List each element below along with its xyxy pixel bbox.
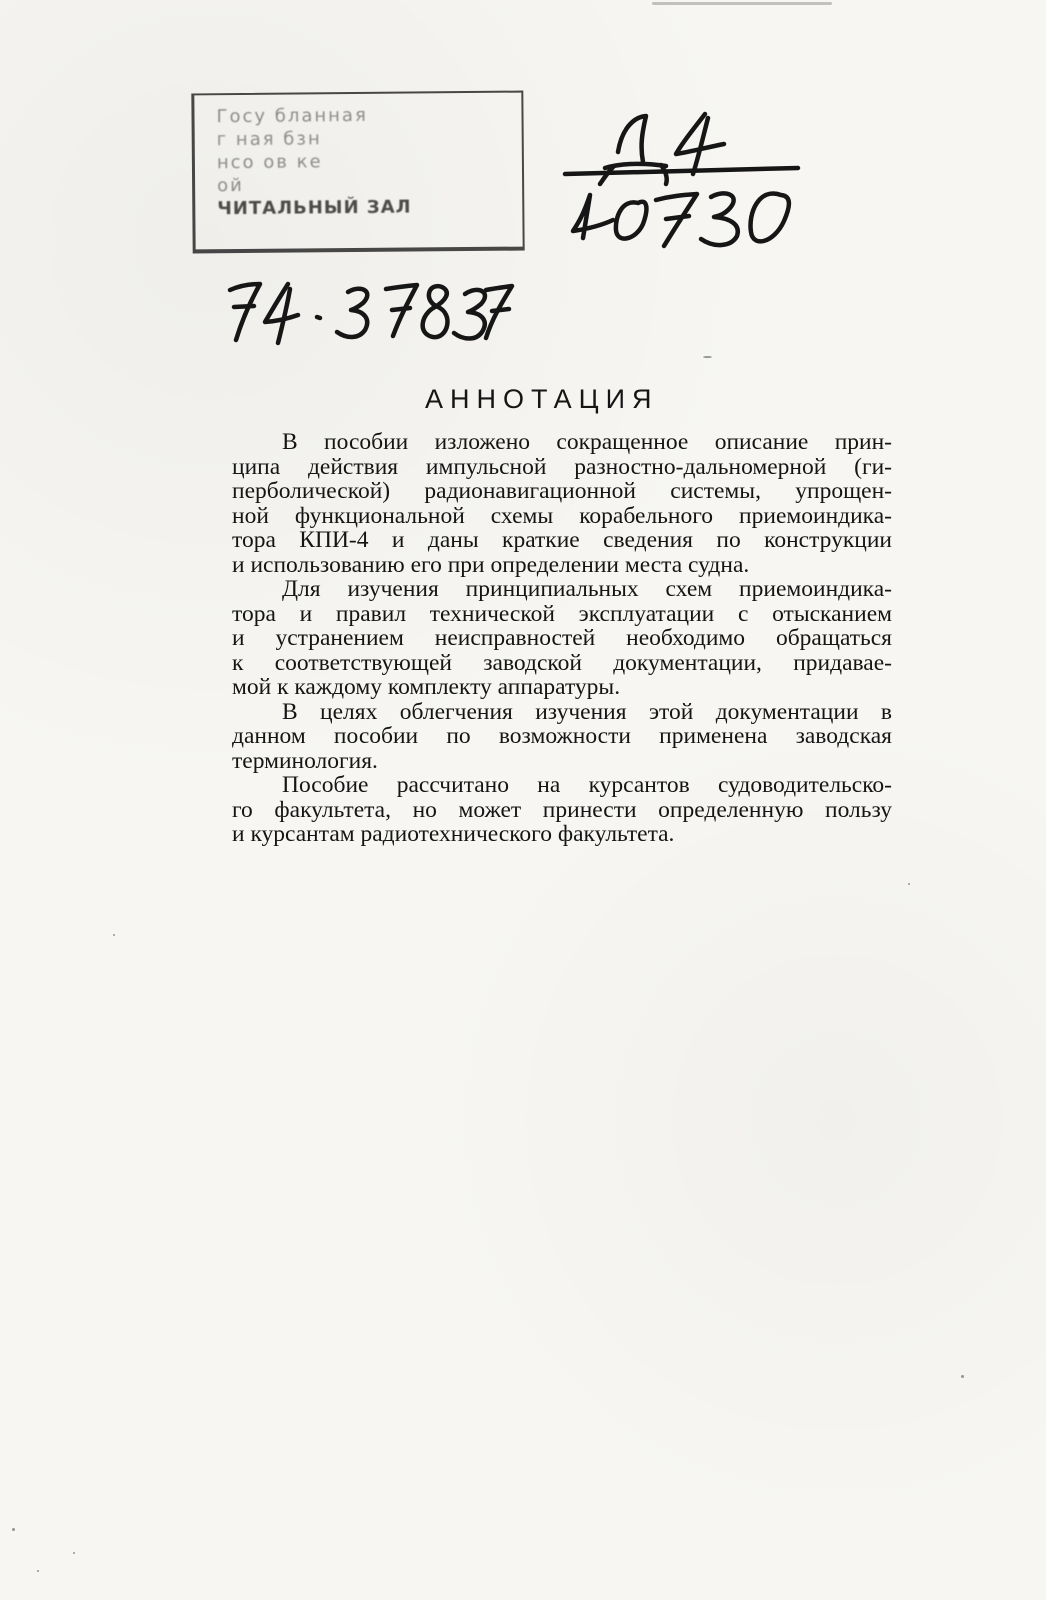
- paragraph-line: мой к каждому комплекту аппаратуры.: [232, 674, 621, 700]
- stamp-line: г ная бзн: [216, 128, 322, 151]
- paragraph-line: Для изучения принципиальных схем приемоиндика-: [282, 576, 892, 602]
- paragraph-line: к соответствующей заводской документации, придавае-: [232, 649, 892, 676]
- library-stamp: [191, 91, 524, 254]
- stamp-line: Госу бланная: [216, 104, 368, 128]
- scan-speck: [961, 1375, 964, 1378]
- paragraph-line: В целях облегчения изучения этой документации в: [282, 698, 892, 725]
- paragraph-line: го факультета, но может принести определенную пользу: [232, 796, 892, 823]
- stamp-line: ой: [217, 174, 244, 197]
- annotation-paragraph-4: [232, 773, 892, 847]
- paragraph-line: тора и правил технической эксплуатации с отысканием: [232, 600, 892, 627]
- scan-speck: [908, 883, 910, 885]
- page-title: АННОТАЦИЯ: [425, 384, 659, 414]
- paragraph-line: тора КПИ-4 и даны краткие сведения по конструкции: [232, 527, 892, 553]
- scan-speck: [113, 934, 115, 936]
- annotation-paragraph-3: [232, 700, 892, 774]
- handwritten-fraction-strokes: [565, 114, 798, 246]
- annotation-paragraph-2: [232, 577, 892, 700]
- paragraph-line: ципа действия импульсной разностно-дальномерной (ги-: [232, 453, 892, 480]
- stamp-line: нсо ов ке: [216, 151, 323, 174]
- paragraph-line: В пособии изложено сокращенное описание прин-: [282, 429, 892, 455]
- paragraph-line: перболической) радионавигационной системы, упрощен-: [232, 478, 892, 504]
- handwritten-left-code: [226, 272, 512, 350]
- paragraph-line: данном пособии по возможности применена заводская: [232, 723, 892, 749]
- paragraph-line: и устранением неисправностей необходимо обращаться: [232, 625, 892, 651]
- scan-speck: [703, 356, 712, 358]
- scan-speck: [652, 2, 832, 5]
- annotation-body: [232, 430, 892, 847]
- handwritten-left-code-strokes: [230, 284, 512, 343]
- stamp-text-block: [194, 93, 522, 250]
- paragraph-line: и курсантам радиотехнического факультета.: [232, 821, 675, 847]
- paragraph-line: и использованию его при определении места судна.: [232, 551, 750, 578]
- annotation-paragraph-1: [232, 430, 892, 577]
- paragraph-line: ной функциональной схемы корабельного приемоиндика-: [232, 502, 892, 529]
- stamp-reading-room-line: ЧИТАЛЬНЫЙ ЗАЛ: [217, 196, 412, 220]
- handwritten-fraction-code: [560, 90, 810, 260]
- paragraph-line: терминология.: [232, 747, 378, 774]
- scan-speck: [12, 1528, 15, 1531]
- scan-speck: [73, 1552, 75, 1554]
- scan-speck: [37, 1570, 39, 1572]
- paragraph-line: Пособие рассчитано на курсантов судоводительско-: [282, 772, 892, 798]
